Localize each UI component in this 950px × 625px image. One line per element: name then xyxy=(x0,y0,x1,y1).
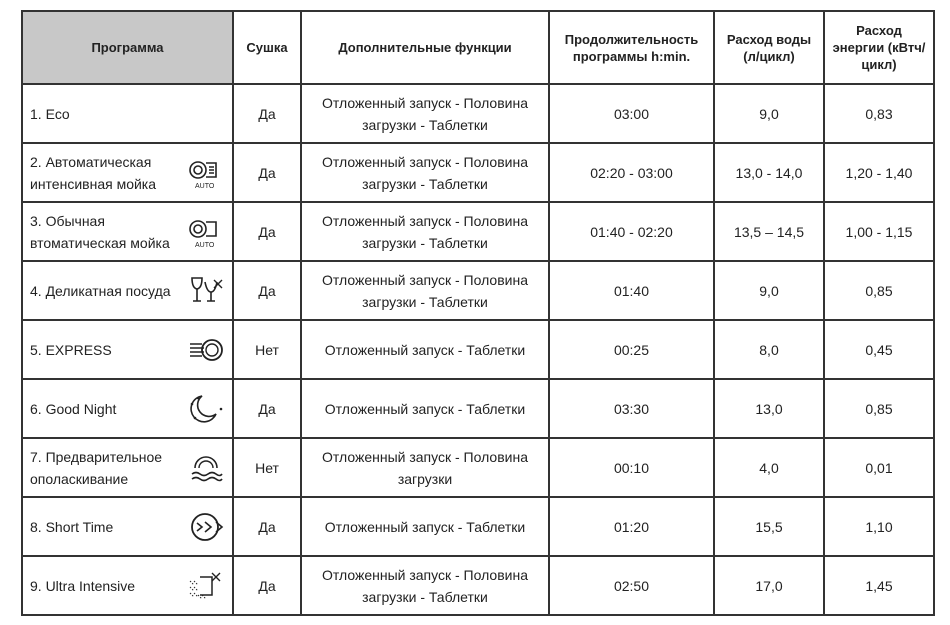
programs-table xyxy=(21,10,935,616)
extra-cell: Отложенный запуск - Половина загрузки - Таблетки xyxy=(301,261,549,320)
duration-cell: 03:00 xyxy=(549,84,714,143)
drying-cell: Да xyxy=(233,497,301,556)
extra-cell: Отложенный запуск - Половина загрузки - Таблетки xyxy=(301,84,549,143)
program-name: 3. Обычная втоматическая мойка xyxy=(30,212,170,251)
table-row xyxy=(22,438,934,497)
drying-cell: Да xyxy=(233,143,301,202)
program-cell xyxy=(22,497,233,556)
energy-cell: 0,45 xyxy=(824,320,934,379)
express-icon xyxy=(186,333,226,367)
program-name: 4. Деликатная посуда xyxy=(30,282,171,299)
header-program: Программа xyxy=(22,11,233,84)
energy-cell: 1,20 - 1,40 xyxy=(824,143,934,202)
auto-intensive-icon xyxy=(186,156,226,190)
svg-text:AUTO: AUTO xyxy=(195,241,215,249)
duration-cell: 01:20 xyxy=(549,497,714,556)
energy-cell: 1,45 xyxy=(824,556,934,615)
drying-cell: Да xyxy=(233,379,301,438)
duration-cell: 01:40 xyxy=(549,261,714,320)
duration-cell: 00:10 xyxy=(549,438,714,497)
extra-cell: Отложенный запуск - Таблетки xyxy=(301,497,549,556)
water-cell: 8,0 xyxy=(714,320,824,379)
program-cell xyxy=(22,320,233,379)
water-cell: 4,0 xyxy=(714,438,824,497)
drying-cell: Да xyxy=(233,261,301,320)
duration-cell: 02:50 xyxy=(549,556,714,615)
table-row xyxy=(22,556,934,615)
program-name: 1. Eco xyxy=(30,105,70,122)
table-row xyxy=(22,261,934,320)
extra-cell: Отложенный запуск - Таблетки xyxy=(301,379,549,438)
program-name: 6. Good Night xyxy=(30,400,117,417)
programs-table-wrapper xyxy=(21,10,933,610)
program-cell xyxy=(22,84,233,143)
program-name: 8. Short Time xyxy=(30,518,114,535)
energy-cell: 0,85 xyxy=(824,261,934,320)
extra-cell: Отложенный запуск - Половина загрузки - Таблетки xyxy=(301,202,549,261)
svg-text:AUTO: AUTO xyxy=(195,182,215,190)
program-cell xyxy=(22,379,233,438)
program-cell xyxy=(22,261,233,320)
extra-cell: Отложенный запуск - Таблетки xyxy=(301,320,549,379)
prerinse-icon xyxy=(186,451,226,485)
water-cell: 9,0 xyxy=(714,84,824,143)
duration-cell: 00:25 xyxy=(549,320,714,379)
water-cell: 13,0 - 14,0 xyxy=(714,143,824,202)
drying-cell: Нет xyxy=(233,320,301,379)
program-name: 9. Ultra Intensive xyxy=(30,577,136,594)
drying-cell: Да xyxy=(233,556,301,615)
program-cell xyxy=(22,202,233,261)
drying-cell: Да xyxy=(233,202,301,261)
program-cell xyxy=(22,556,233,615)
header-row xyxy=(22,11,934,84)
extra-cell: Отложенный запуск - Половина загрузки xyxy=(301,438,549,497)
header-duration: Продолжительность программы h:min. xyxy=(549,11,714,84)
energy-cell: 0,01 xyxy=(824,438,934,497)
extra-cell: Отложенный запуск - Половина загрузки - Таблетки xyxy=(301,556,549,615)
energy-cell: 1,10 xyxy=(824,497,934,556)
water-cell: 15,5 xyxy=(714,497,824,556)
table-row xyxy=(22,320,934,379)
program-cell xyxy=(22,438,233,497)
table-row xyxy=(22,497,934,556)
energy-cell: 0,83 xyxy=(824,84,934,143)
water-cell: 13,0 xyxy=(714,379,824,438)
program-name: 2. Автоматическая интенсивная мойка xyxy=(30,153,157,192)
water-cell: 13,5 – 14,5 xyxy=(714,202,824,261)
program-cell xyxy=(22,143,233,202)
drying-cell: Да xyxy=(233,84,301,143)
header-energy: Расход энергии (кВтч/цикл) xyxy=(824,11,934,84)
energy-cell: 1,00 - 1,15 xyxy=(824,202,934,261)
moon-icon xyxy=(186,392,226,426)
header-water: Расход воды (л/цикл) xyxy=(714,11,824,84)
table-row xyxy=(22,202,934,261)
program-name: 7. Предварительное ополаскивание xyxy=(30,448,163,487)
energy-cell: 0,85 xyxy=(824,379,934,438)
auto-normal-icon xyxy=(186,215,226,249)
duration-cell: 03:30 xyxy=(549,379,714,438)
header-drying: Сушка xyxy=(233,11,301,84)
table-row xyxy=(22,143,934,202)
table-row xyxy=(22,379,934,438)
program-name: 5. EXPRESS xyxy=(30,341,112,358)
water-cell: 9,0 xyxy=(714,261,824,320)
duration-cell: 02:20 - 03:00 xyxy=(549,143,714,202)
table-row xyxy=(22,84,934,143)
short-time-icon xyxy=(186,510,226,544)
ultra-intensive-icon xyxy=(186,569,226,603)
glasses-icon xyxy=(186,274,226,308)
extra-cell: Отложенный запуск - Половина загрузки - Таблетки xyxy=(301,143,549,202)
header-extra: Дополнительные функции xyxy=(301,11,549,84)
water-cell: 17,0 xyxy=(714,556,824,615)
duration-cell: 01:40 - 02:20 xyxy=(549,202,714,261)
drying-cell: Нет xyxy=(233,438,301,497)
